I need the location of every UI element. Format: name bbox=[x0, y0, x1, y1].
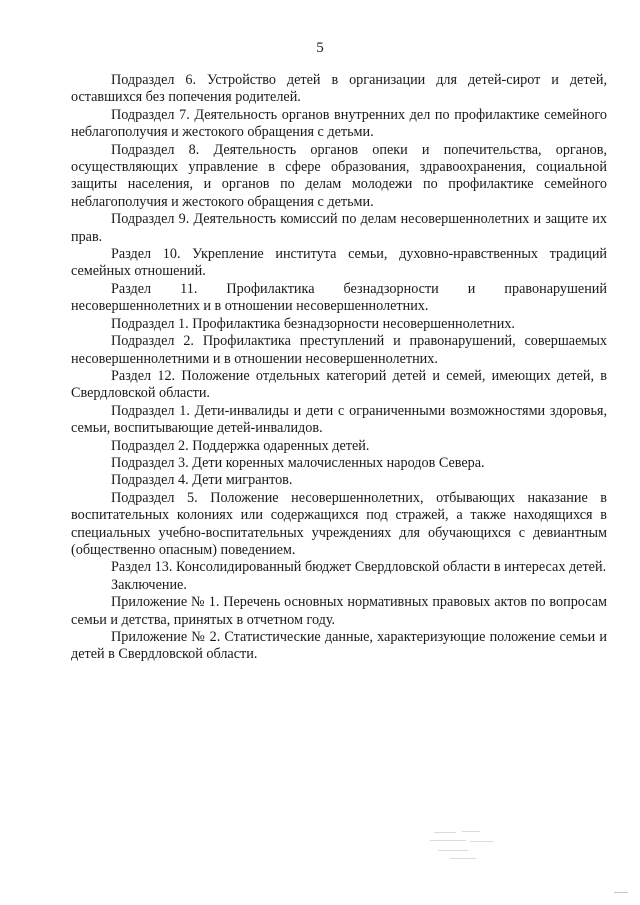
toc-entry-section-11-subsection-2: Подраздел 2. Профилактика преступлений и правонарушений, совершаемых несовершеннолетними и в отношении несовершеннолетних. bbox=[71, 333, 607, 367]
toc-entry-section-12: Раздел 12. Положение отдельных категорий детей и семей, имеющих детей, в Свердловской области. bbox=[71, 367, 607, 402]
toc-entry-subsection-7: Подраздел 7. Деятельность органов внутренних дел по профилактике семейного неблагополучия и жестокого обращения с детьми. bbox=[71, 106, 607, 141]
page-number: 5 bbox=[316, 40, 324, 56]
toc-entry-section-12-subsection-4: Подраздел 4. Дети мигрантов. bbox=[111, 472, 293, 489]
table-of-contents bbox=[71, 72, 607, 664]
toc-entry-section-11-subsection-1: Подраздел 1. Профилактика безнадзорности несовершеннолетних. bbox=[111, 315, 515, 332]
toc-entry-section-12-subsection-3: Подраздел 3. Дети коренных малочисленных народов Севера. bbox=[111, 454, 485, 471]
toc-entry-section-12-subsection-1: Подраздел 1. Дети-инвалиды и дети с ограниченными возможностями здоровья, семьи, воспитывающие детей-инвалидов. bbox=[71, 402, 607, 437]
faint-stamp-mark bbox=[430, 828, 500, 864]
toc-entry-section-11: Раздел 11. Профилактика безнадзорности и правонарушений несовершеннолетних и в отношении несовершеннолетних. bbox=[71, 280, 607, 315]
toc-entry-appendix-1: Приложение № 1. Перечень основных нормативных правовых актов по вопросам семьи и детства, принятых в отчетном году. bbox=[71, 594, 607, 628]
toc-entry-section-13: Раздел 13. Консолидированный бюджет Свердловской области в интересах детей. bbox=[111, 559, 607, 576]
toc-entry-appendix-2: Приложение № 2. Статистические данные, характеризующие положение семьи и детей в Свердловской области. bbox=[71, 629, 607, 663]
toc-entry-subsection-6: Подраздел 6. Устройство детей в организации для детей-сирот и детей, оставшихся без попечения родителей. bbox=[71, 72, 607, 106]
toc-entry-conclusion: Заключение. bbox=[111, 576, 187, 593]
toc-entry-subsection-8: Подраздел 8. Деятельность органов опеки и попечительства, органов, осуществляющих управление в сфере образования, здравоохранения, социальной защиты населения, и органов по делам молодежи по профилактике семейного неблагополучия и жестокого обращения с детьми. bbox=[71, 141, 607, 210]
toc-entry-subsection-9: Подраздел 9. Деятельность комиссий по делам несовершеннолетних и защите их прав. bbox=[71, 211, 607, 245]
toc-entry-section-12-subsection-5: Подраздел 5. Положение несовершеннолетних, отбывающих наказание в воспитательных колониях или содержащихся под стражей, а также находящихся в специальных учебно-воспитательных учреждениях для обучающихся с девиантным (общественно опасным) поведением. bbox=[71, 489, 607, 558]
toc-entry-section-12-subsection-2: Подраздел 2. Поддержка одаренных детей. bbox=[111, 437, 370, 454]
toc-entry-section-10: Раздел 10. Укрепление института семьи, духовно-нравственных традиций семейных отношений. bbox=[71, 246, 607, 280]
scan-edge-mark bbox=[614, 892, 628, 893]
